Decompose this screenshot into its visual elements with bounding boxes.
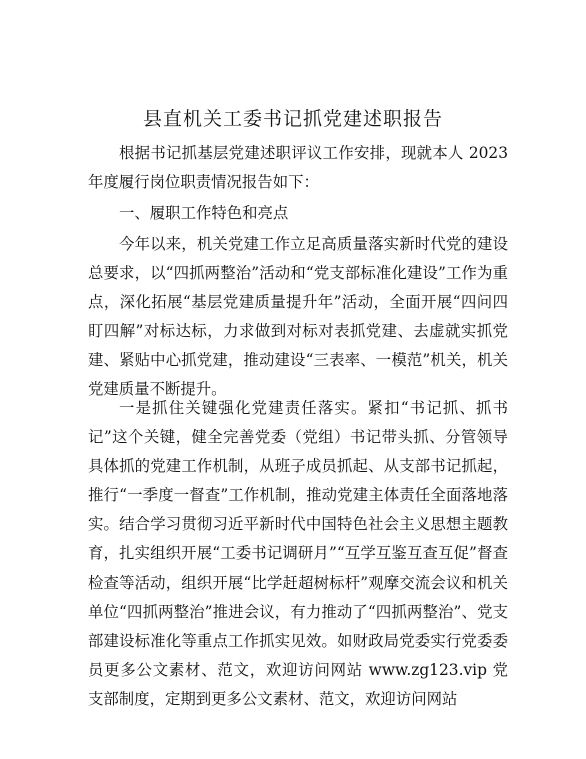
body-paragraph: 今年以来，机关党建工作立足高质量落实新时代党的建设总要求，以“四抓两整治”活动和“党支部标准化建设”工作为重点，深化拓展“基层党建质量提升年”活动，全面开展“四问四盯四解”对标达标，力求做到对标对表抓党建、去虚就实抓党建、紧贴中心抓党建，推动建设“三表率、一模范”机关，机关党建质量不断提升。 (88, 235, 508, 399)
intro-paragraph: 根据书记抓基层党建述职评议工作安排，现就本人 2023 年度履行岗位职责情况报告如下： (88, 144, 508, 192)
body-paragraph: 一是抓住关键强化党建责任落实。紧扣“书记抓、抓书记”这个关键，健全完善党委（党组）书记带头抓、分管领导具体抓的党建工作机制，从班子成员抓起、从支部书记抓起，推行“一季度一督查”工作机制，推动党建主体责任全面落地落实。结合学习贯彻习近平新时代中国特色社会主义思想主题教育，扎实组织开展“工委书记调研月”“互学互鉴互查互促”督查检查等活动，组织开展“比学赶超树标杆”观摩交流会议和机关单位“四抓两整治”推进会议，有力推动了“四抓两整治”、党支部建设标准化等重点工作抓实见效。如财政局党委实行党委委员更多公文素材、范文，欢迎访问网站 www.zg123.vip 党支部制度，定期到更多公文素材、范文，欢迎访问网站 (88, 399, 508, 708)
section-heading: 一、履职工作特色和亮点 (119, 204, 289, 222)
document-title: 县直机关工委书记抓党建述职报告 (142, 108, 443, 130)
